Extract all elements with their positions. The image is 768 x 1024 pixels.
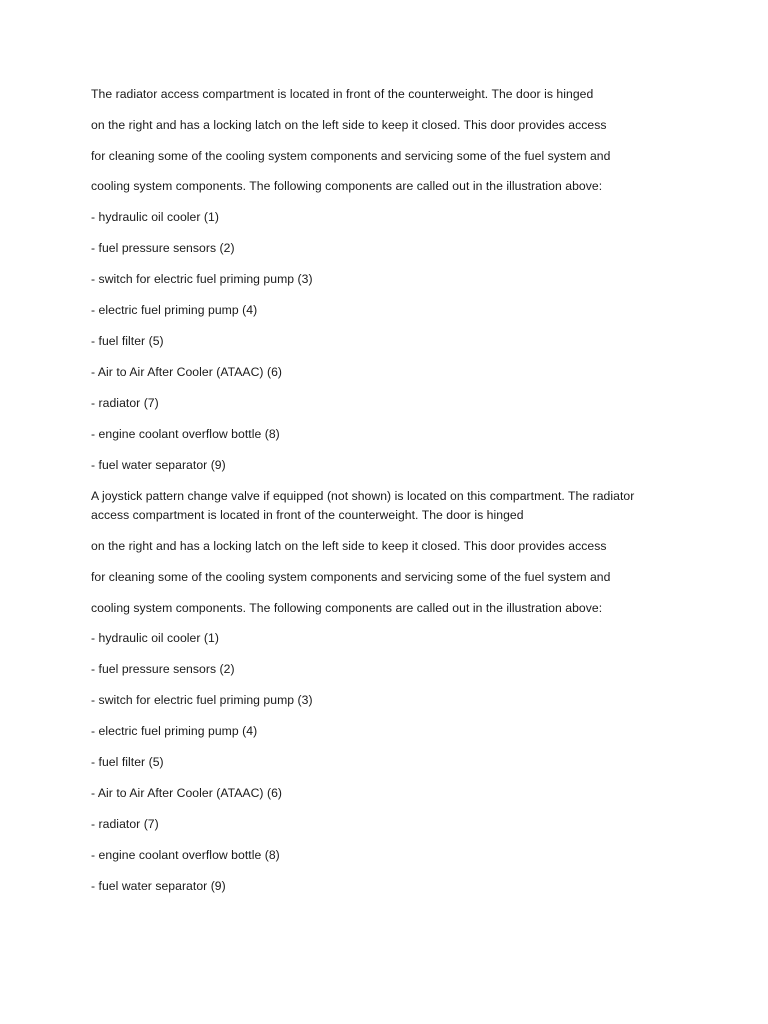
list-item: - fuel filter (5) xyxy=(91,755,164,769)
list-item: - fuel water separator (9) xyxy=(91,879,226,893)
list-item: - electric fuel priming pump (4) xyxy=(91,724,258,738)
paragraph-line: The radiator access compartment is located in front of the counterweight. The door is hinged xyxy=(91,87,594,101)
list-item: - fuel pressure sensors (2) xyxy=(91,662,235,676)
list-item: - engine coolant overflow bottle (8) xyxy=(91,848,280,862)
list-item: - fuel pressure sensors (2) xyxy=(91,241,235,255)
paragraph-line: on the right and has a locking latch on the left side to keep it closed. This door provides access xyxy=(91,118,607,132)
list-item: - fuel water separator (9) xyxy=(91,458,226,472)
paragraph-line: cooling system components. The following components are called out in the illustration above: xyxy=(91,179,603,193)
list-item: - engine coolant overflow bottle (8) xyxy=(91,427,280,441)
list-item: - hydraulic oil cooler (1) xyxy=(91,210,219,224)
list-item: - switch for electric fuel priming pump (3) xyxy=(91,693,313,707)
list-item: - radiator (7) xyxy=(91,817,159,831)
list-item: - fuel filter (5) xyxy=(91,334,164,348)
paragraph-line: for cleaning some of the cooling system components and servicing some of the fuel system and xyxy=(91,149,611,163)
paragraph-line: for cleaning some of the cooling system components and servicing some of the fuel system and xyxy=(91,570,611,584)
list-item: - Air to Air After Cooler (ATAAC) (6) xyxy=(91,786,283,800)
paragraph-line: on the right and has a locking latch on the left side to keep it closed. This door provides access xyxy=(91,539,607,553)
list-item: - hydraulic oil cooler (1) xyxy=(91,631,219,645)
list-item: - switch for electric fuel priming pump (3) xyxy=(91,272,313,286)
list-item: - Air to Air After Cooler (ATAAC) (6) xyxy=(91,365,283,379)
paragraph-lead: A joystick pattern change valve if equipped (not shown) is located on this compartment. The radiator access compartment is located in front of the counterweight. The door is hinged xyxy=(91,489,635,522)
list-item: - radiator (7) xyxy=(91,396,159,410)
paragraph-line: cooling system components. The following components are called out in the illustration above: xyxy=(91,601,603,615)
list-item: - electric fuel priming pump (4) xyxy=(91,303,258,317)
